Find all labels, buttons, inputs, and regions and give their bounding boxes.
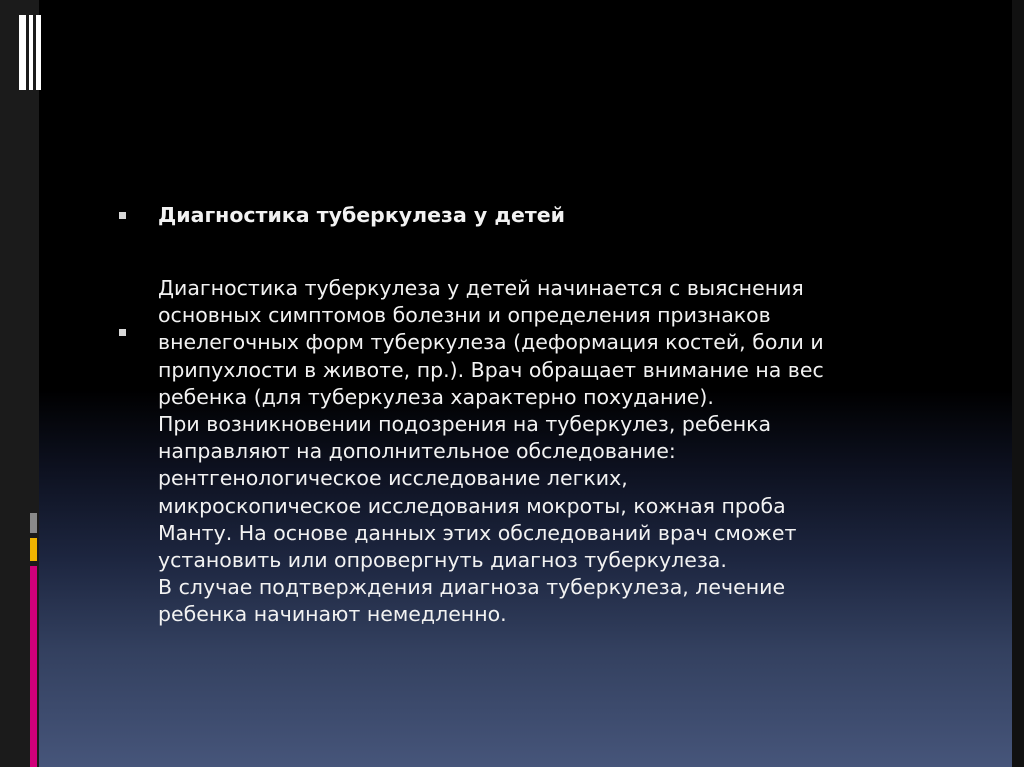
body-line: рентгенологическое исследование легких,: [158, 466, 628, 491]
slide-body-text: [158, 275, 956, 629]
body-line: направляют на дополнительное обследование:: [158, 439, 676, 464]
accent-bar-gray: [30, 513, 37, 533]
top-decor-bars: [19, 15, 41, 90]
body-line: ребенка начинают немедленно.: [158, 602, 507, 627]
body-line: В случае подтверждения диагноза туберкулеза, лечение: [158, 575, 786, 600]
body-line: ребенка (для туберкулеза характерно похудание).: [158, 384, 714, 409]
accent-bar-pink: [30, 566, 37, 767]
body-line: припухлости в животе, пр.). Врач обращает внимание на вес: [158, 357, 824, 382]
bullet-item-heading: [116, 200, 956, 230]
bullet-icon: [119, 329, 126, 336]
body-line: микроскопическое исследования мокроты, кожная проба: [158, 493, 786, 518]
slide-content: [116, 200, 956, 629]
right-decor-strip: [1012, 0, 1024, 767]
body-line: основных симптомов болезни и определения признаков: [158, 303, 771, 328]
body-line: внелегочных форм туберкулеза (деформация костей, боли и: [158, 330, 824, 355]
body-line: Манту. На основе данных этих обследований врач сможет: [158, 520, 797, 545]
slide-heading: Диагностика туберкулеза у детей: [158, 203, 566, 227]
body-line: Диагностика туберкулеза у детей начинается с выяснения: [158, 276, 804, 300]
body-line: установить или опровергнуть диагноз туберкулеза.: [158, 548, 727, 573]
bullet-item-body: [116, 275, 956, 629]
accent-bar-yellow: [30, 538, 37, 561]
bullet-icon: [119, 212, 126, 219]
body-line: При возникновении подозрения на туберкулез, ребенка: [158, 412, 772, 437]
